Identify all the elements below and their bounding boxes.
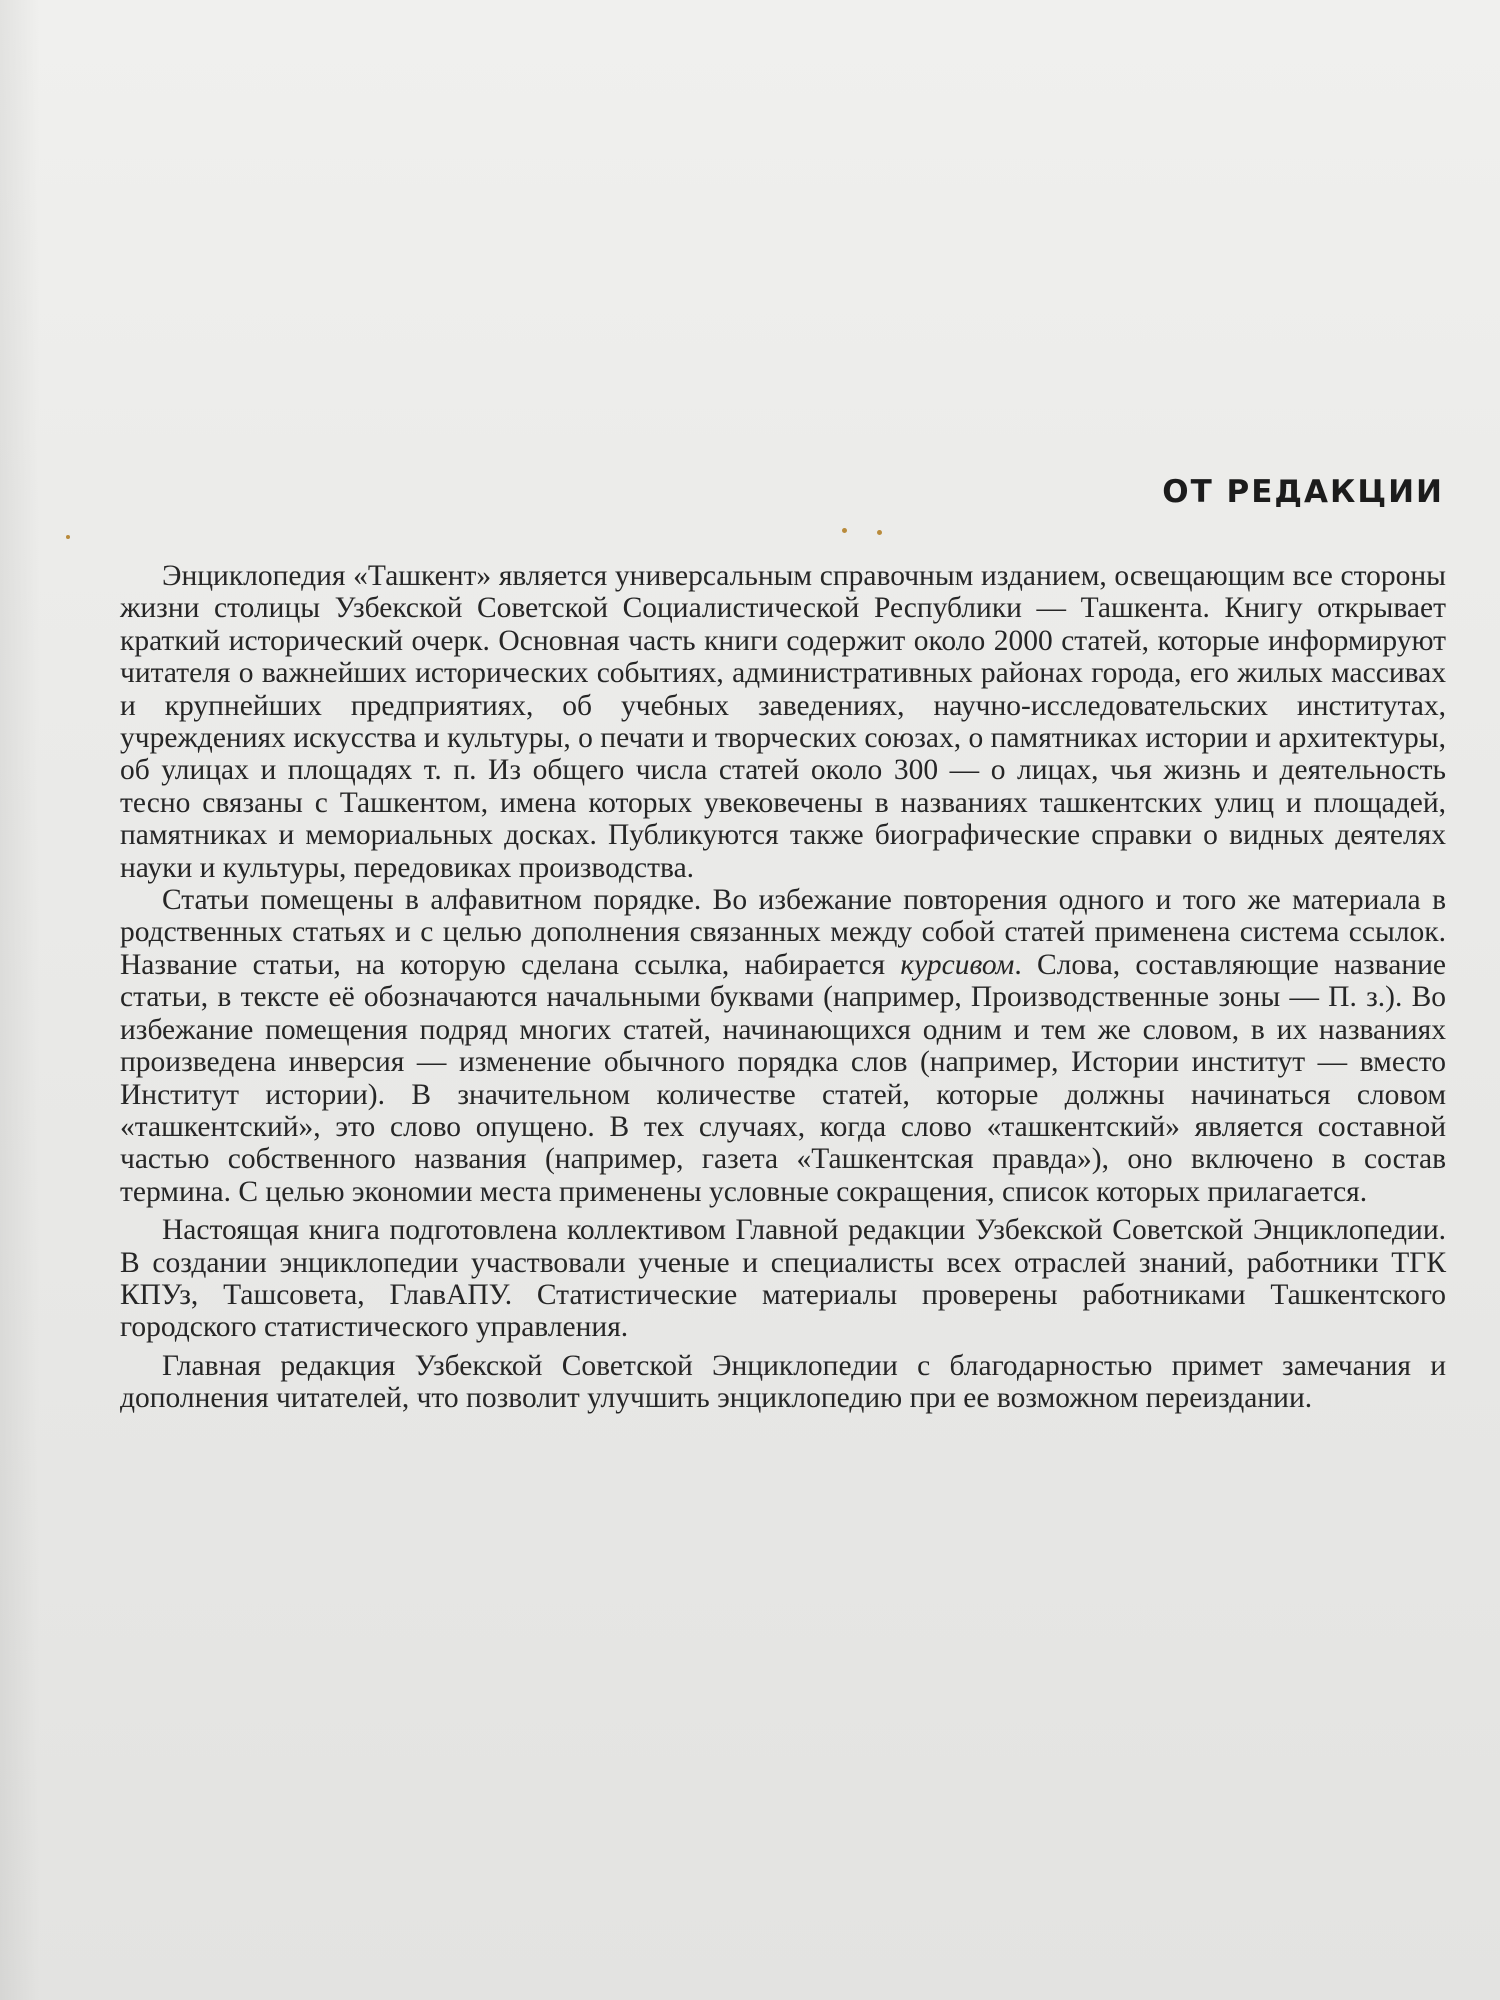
paragraph-arrangement-part1: Статьи помещены в алфавитном порядке. Во избежание повторения одного и того же материала в родственных статьях и с целью дополнения связанных между собой статей применена система ссылок. Название статьи, на которую сделана ссылка, набирается (120, 884, 1446, 981)
paper-speck (842, 528, 847, 533)
paragraph-arrangement-part2: . Слова, составляющие название статьи, в тексте её обозначаются начальными буквами (например, Производственные зоны — П. з.). Во избежание помещения подряд многих статей, начинающихся одним и тем же словом, в их названиях произведена инверсия — изменение обычного порядка слов (например, Истории институт — вместо Институт истории). В значительном количестве статей, которые должны начинаться словом «ташкентский», это слово опущено. В тех случаях, когда слово «ташкентский» является составной частью собственного названия (например, газета «Ташкентская правда»), оно включено в состав термина. С целью экономии места применены условные сокращения, список которых прилагается. (120, 948, 1446, 1208)
paper-speck (66, 535, 70, 539)
paragraph-intro: Энциклопедия «Ташкент» является универсальным справочным изданием, освещающим все стороны жизни столицы Узбекской Советской Социалистической Республики — Ташкента. Книгу открывает краткий исторический очерк. Основная часть книги содержит около 2000 статей, которые информируют читателя о важнейших исторических событиях, административных районах города, его жилых массивах и крупнейших предприятиях, об учебных заведениях, научно-исследовательских институтах, учреждениях искусства и культуры, о печати и творческих союзах, о памятниках истории и архитектуры, об улицах и площадях т. п. Из общего числа статей около 300 — о лицах, чья жизнь и деятельность тесно связаны с Ташкентом, имена которых увековечены в названиях ташкентских улиц и площадей, памятниках и мемориальных досках. Публикуются также биографические справки о видных деятелях науки и культуры, передовиках производства. (120, 560, 1446, 884)
paper-speck (877, 530, 882, 535)
page-title: ОТ РЕДАКЦИИ (1162, 474, 1444, 510)
paragraph-authors: Настоящая книга подготовлена коллективом Главной редакции Узбекской Советской Энциклопедии. В создании энциклопедии участвовали ученые и специалисты всех отраслей знаний, работники ТГК КПУз, Ташсовета, ГлавАПУ. Статистические материалы проверены работниками Ташкентского городского статистического управления. (120, 1214, 1446, 1344)
body-text (120, 560, 1446, 1415)
paragraph-arrangement (120, 884, 1446, 1208)
italic-term: курсивом (900, 948, 1015, 981)
paragraph-feedback: Главная редакция Узбекской Советской Энциклопедии с благодарностью примет замечания и дополнения читателей, что позволит улучшить энциклопедию при ее возможном переиздании. (120, 1349, 1446, 1415)
